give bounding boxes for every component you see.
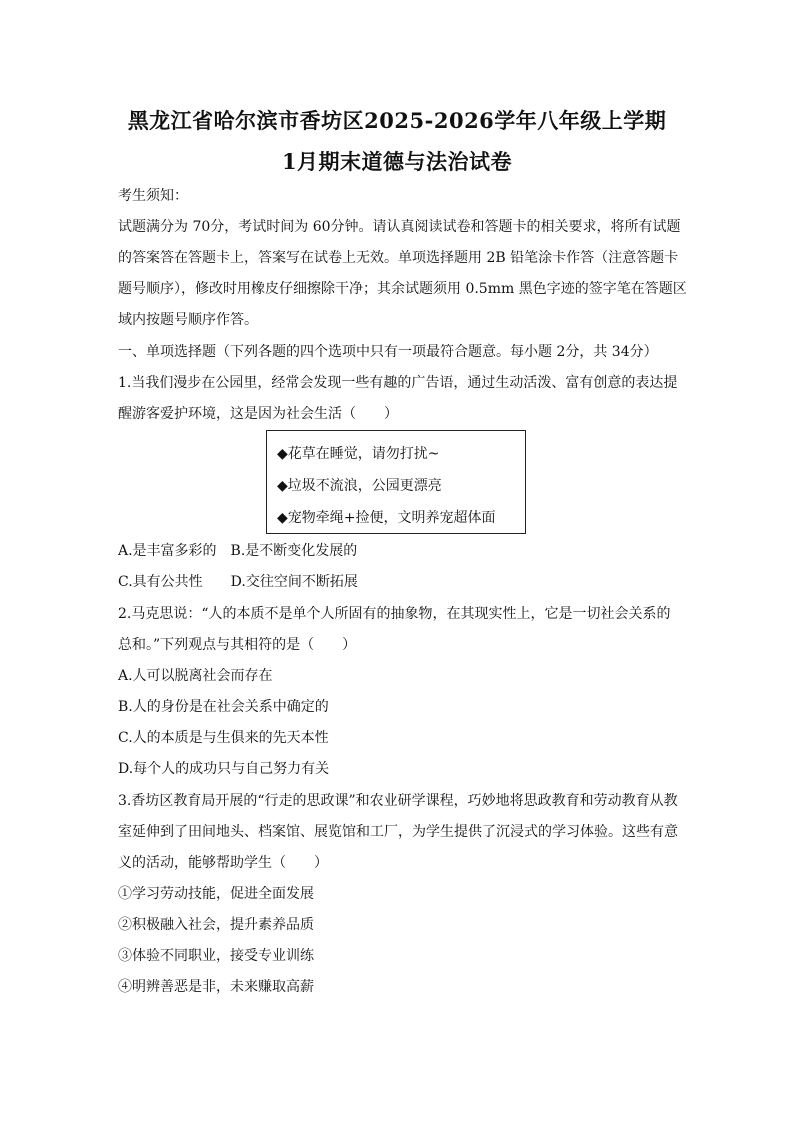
exam-title-line2: 1月期末道德与法治试卷: [281, 149, 513, 174]
question-stem: 室延伸到了田间地头、档案馆、展览馆和工厂，为学生提供了沉浸式的学习体验。这些有意: [118, 824, 678, 840]
notice-line: 题号顺序），修改时用橡皮仔细擦除干净；其余试题须用 0.5mm 黑色字迹的签字笔在答题区: [118, 281, 687, 297]
question-stem: 2.马克思说：“人的本质不是单个人所固有的抽象物，在其现实性上，它是一切社会关系的: [118, 606, 671, 622]
question-option: A.人可以脱离社会而存在: [118, 668, 273, 684]
slogan-item: ◆垃圾不流浪，公园更漂亮: [277, 478, 442, 494]
notice-line: 试题满分为 70分，考试时间为 60分钟。请认真阅读试卷和答题卡的相关要求，将所有试题: [118, 219, 681, 235]
notice-line: 的答案答在答题卡上，答案写在试卷上无效。单项选择题用 2B 铅笔涂卡作答（注意答题卡: [118, 250, 679, 266]
question-statement: ③体验不同职业，接受专业训练: [118, 948, 314, 964]
question-options: A.是丰富多彩的 B.是不断变化发展的: [118, 543, 358, 559]
section-heading: 一、单项选择题（下列各题的四个选项中只有一项最符合题意。每小题 2分，共 34分）: [118, 344, 658, 360]
slogan-item: ◆宠物牵绳+捡便，文明养宠超体面: [277, 510, 496, 526]
question-stem: 总和。”下列观点与其相符的是（ ）: [118, 637, 357, 653]
question-statement: ④明辨善恶是非，未来赚取高薪: [118, 979, 314, 995]
question-stem: 醒游客爱护环境，这是因为社会生活（ ）: [118, 406, 398, 422]
slogan-item: ◆花草在睡觉，请勿打扰~: [277, 446, 440, 462]
slogan-box: [266, 430, 526, 534]
notice-label: 考生须知：: [118, 188, 188, 204]
question-stem: 1.当我们漫步在公园里，经常会发现一些有趣的广告语，通过生动活泼、富有创意的表达提: [118, 375, 678, 391]
question-option: B.人的身份是在社会关系中确定的: [118, 699, 329, 715]
question-statement: ②积极融入社会，提升素养品质: [118, 917, 314, 933]
question-options: C.具有公共性 D.交往空间不断拓展: [118, 574, 358, 590]
question-stem: 义的活动，能够帮助学生（ ）: [118, 855, 328, 871]
question-statement: ①学习劳动技能，促进全面发展: [118, 886, 314, 902]
question-option: D.每个人的成功只与自己努力有关: [118, 761, 330, 777]
notice-line: 域内按题号顺序作答。: [118, 312, 258, 328]
exam-title-line1: 黑龙江省哈尔滨市香坊区2025-2026学年八年级上学期: [127, 108, 667, 133]
question-option: C.人的本质是与生俱来的先天本性: [118, 730, 329, 746]
question-stem: 3.香坊区教育局开展的“行走的思政课”和农业研学课程，巧妙地将思政教育和劳动教育从教: [118, 793, 678, 809]
